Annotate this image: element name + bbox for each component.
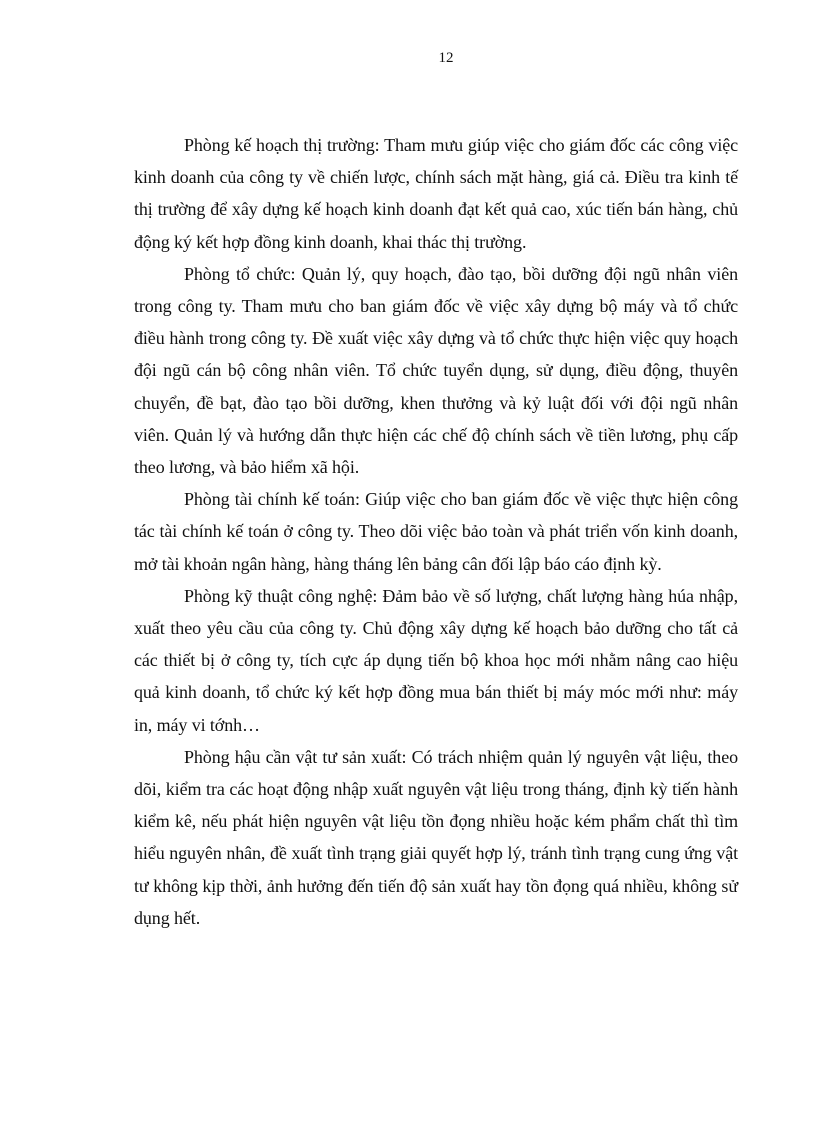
paragraph-market-planning: Phòng kế hoạch thị trường: Tham mưu giúp việc cho giám đốc các công việc kinh doanh của công ty về chiến lược, chính sách mặt hàng, giá cả. Điều tra kinh tế thị trường để xây dựng kế hoạch kinh doanh đạt kết quả cao, xúc tiến bán hàng, chủ động ký kết hợp đồng kinh doanh, khai thác thị trường. xyxy=(134,135,738,252)
paragraph-logistics-materials: Phòng hậu cần vật tư sản xuất: Có trách nhiệm quản lý nguyên vật liệu, theo dõi, kiểm tra các hoạt động nhập xuất nguyên vật liệu trong tháng, định kỳ tiến hành kiểm kê, nếu phát hiện nguyên vật liệu tồn đọng nhiều hoặc kém phẩm chất thì tìm hiểu nguyên nhân, đề xuất tình trạng giải quyết hợp lý, tránh tình trạng cung ứng vật tư không kịp thời, ảnh hưởng đến tiến độ sản xuất hay tồn đọng quá nhiều, không sử dụng hết. xyxy=(134,746,738,928)
page-number: 12 xyxy=(438,50,454,66)
document-body xyxy=(134,129,738,934)
paragraph-technology: Phòng kỹ thuật công nghệ: Đảm bảo về số lượng, chất lượng hàng húa nhập, xuất theo yêu cầu của công ty. Chủ động xây dựng kế hoạch bảo dưỡng cho tất cả các thiết bị ở công ty, tích cực áp dụng tiến bộ khoa học mới nhằm nâng cao hiệu quả kinh doanh, tổ chức ký kết hợp đồng mua bán thiết bị máy móc mới như: máy in, máy vi tớnh… xyxy=(134,585,738,735)
paragraph-organization: Phòng tổ chức: Quản lý, quy hoạch, đào tạo, bồi dưỡng đội ngũ nhân viên trong công ty. Tham mưu cho ban giám đốc về việc xây dựng bộ máy và tổ chức điều hành trong công ty. Đề xuất việc xây dựng và tổ chức thực hiện việc quy hoạch đội ngũ cán bộ công nhân viên. Tổ chức tuyển dụng, sử dụng, điều động, thuyên chuyển, đề bạt, đào tạo bồi dưỡng, khen thưởng và kỷ luật đối với đội ngũ nhân viên. Quản lý và hướng dẫn thực hiện các chế độ chính sách về tiền lương, phụ cấp theo lương, và bảo hiểm xã hội. xyxy=(134,263,738,478)
paragraph-finance-accounting: Phòng tài chính kế toán: Giúp việc cho ban giám đốc về việc thực hiện công tác tài chính kế toán ở công ty. Theo dõi việc bảo toàn và phát triển vốn kinh doanh, mở tài khoản ngân hàng, hàng tháng lên bảng cân đối lập báo cáo định kỳ. xyxy=(134,489,738,574)
